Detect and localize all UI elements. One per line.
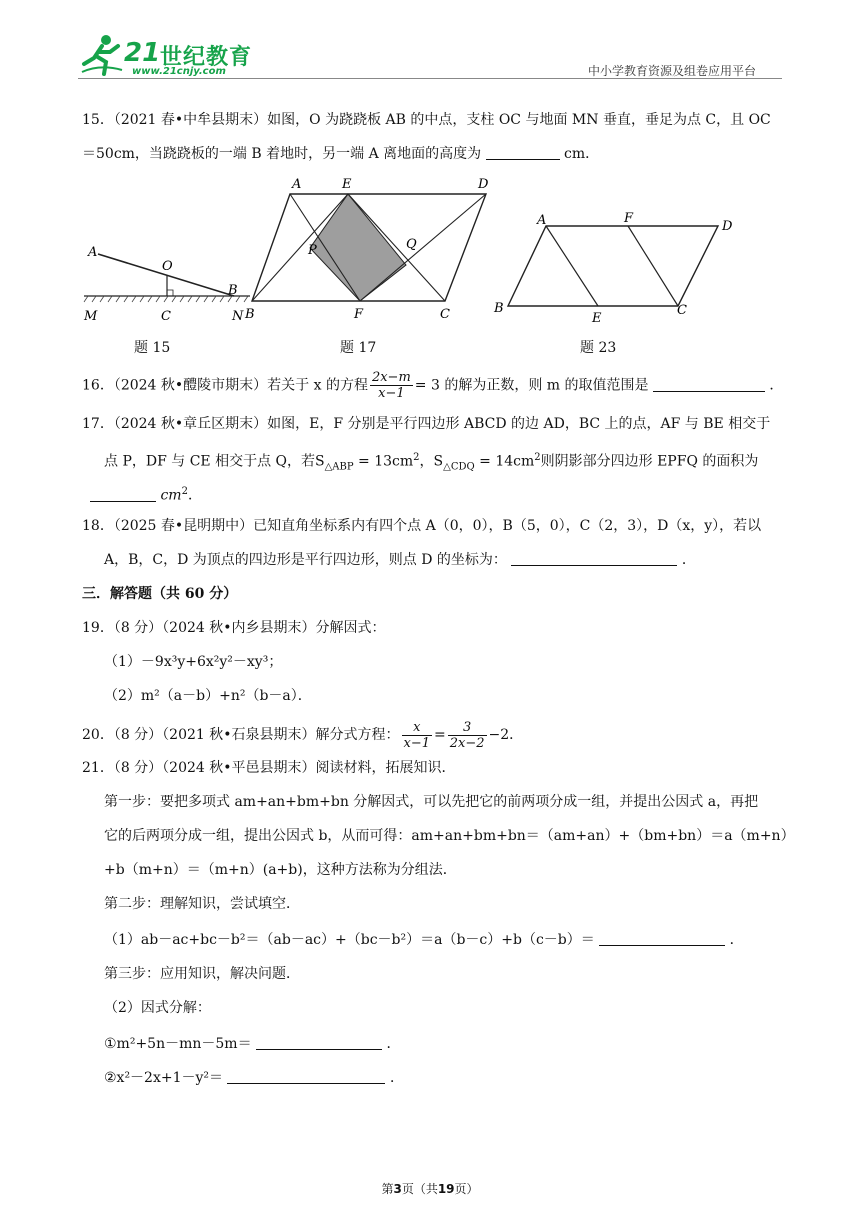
fig17-label-e: E [342, 177, 352, 192]
q20-fraction-right: $\frac{3}{2x-2}$ [449, 719, 485, 751]
q16-answer-blank[interactable] [653, 377, 765, 392]
q21-case2: ②x²－2x+1－y²＝ ． [104, 1070, 404, 1086]
logo-number: 21 [124, 38, 161, 68]
fig17-caption: 题 17 [340, 340, 377, 356]
q19-part2: （2）m²（a－b）+n²（b－a）． [104, 688, 312, 704]
q18-answer-blank[interactable] [511, 551, 677, 566]
fig15-label-a: A [88, 245, 98, 260]
logo-url: www.21cnjy.com [132, 66, 226, 77]
q21-step1-line3: +b（m+n）＝（m+n）(a+b)，这种方法称为分组法． [104, 862, 457, 878]
fig15-label-b: B [228, 283, 238, 298]
fig17-label-q: Q [406, 237, 417, 252]
q19-title: 19．（8 分）（2024 秋•内乡县期末）分解因式： [82, 620, 386, 636]
fig23-label-c: C [677, 303, 687, 318]
q16-fraction: $\frac{2x-m}{x-1}$ [371, 370, 411, 401]
fig17-label-d: D [478, 177, 489, 192]
q19-part1: （1）－9x³y+6x²y²－xy³； [104, 654, 283, 670]
q21-step1-line1: 第一步：要把多项式 am+an+bm+bn 分解因式，可以先把它的前两项分成一组，并提出公因式 a，再把 [104, 794, 759, 810]
q21-step1-line2: 它的后两项分成一组，提出公因式 b，从而可得：am+an+bm+bn＝（am+an）+（bm+bn）＝a（m+n） [104, 828, 795, 844]
figure-23 [488, 206, 744, 324]
q21-part1: （1）ab－ac+bc－b²＝（ab－ac）+（bc－b²）＝a（b－c）+b（c－b）＝ ． [104, 932, 744, 948]
header-divider [78, 78, 782, 79]
figure-15 [82, 238, 252, 326]
q21-case2-answer-blank[interactable] [227, 1069, 385, 1084]
fig15-label-m: M [84, 309, 98, 324]
q21-part1-answer-blank[interactable] [599, 931, 725, 946]
fig15-caption: 题 15 [134, 340, 171, 356]
q17-line2: 点 P，DF 与 CE 相交于点 Q，若$S_{\triangle ABP} = 13cm^2$，$S_{\triangle CDQ} = 14cm^2$则阴影部分四边形 EPFQ 的面积为 [104, 452, 759, 473]
page-footer: 第3页（共19页） [381, 1182, 479, 1196]
fig23-label-b: B [494, 301, 504, 316]
fig17-label-a: A [292, 177, 302, 192]
fig17-label-p: P [308, 243, 317, 258]
fig23-label-d: D [722, 219, 733, 234]
platform-name: 中小学教育资源及组卷应用平台 [588, 64, 757, 78]
fig17-label-f: F [354, 307, 364, 322]
q21-step3: 第三步：应用知识，解决问题． [104, 966, 300, 982]
q21-case1: ①m²+5n－mn－5m＝ ． [104, 1036, 401, 1052]
current-page: 3 [393, 1182, 402, 1196]
q15-line1: 15．（2021 春•中牟县期末）如图，O 为跷跷板 AB 的中点，支柱 OC 与地面 MN 垂直，垂足为点 C，且 OC [82, 112, 771, 128]
q18-line1: 18．（2025 春•昆明期中）已知直角坐标系内有四个点 A（0，0），B（5，0），C（2，3），D（x，y），若以 [82, 518, 762, 534]
fig23-caption: 题 23 [580, 340, 617, 356]
q17-line1: 17．（2024 秋•章丘区期末）如图，E，F 分别是平行四边形 ABCD 的边 AD，BC 上的点，AF 与 BE 相交于 [82, 416, 771, 432]
q18-line2: A，B，C，D 为顶点的四边形是平行四边形，则点 D 的坐标为： ． [104, 552, 696, 568]
q15-line2: ＝50cm，当跷跷板的一端 B 着地时，另一端 A 离地面的高度为 cm． [82, 146, 600, 162]
fig17-label-b: B [245, 307, 255, 322]
q20-fraction-left: $\frac{x}{x-1}$ [403, 719, 431, 751]
fig23-label-f: F [624, 211, 634, 226]
fig23-label-a: A [537, 213, 547, 228]
q17-answer-blank[interactable] [90, 487, 156, 502]
q20-line: 20．（8 分）（2021 秋•石泉县期末）解分式方程： $\frac{x}{x-1}$ = $\frac{3}{2x-2}$ −2． [82, 719, 524, 751]
fig15-label-c: C [161, 309, 171, 324]
section-3-title: 三．解答题（共 60 分） [82, 586, 238, 602]
q17-line3: $cm^2$． [90, 482, 202, 506]
q21-part2: （2）因式分解： [104, 1000, 211, 1016]
q21-step2: 第二步：理解知识，尝试填空． [104, 896, 300, 912]
figure-17 [240, 172, 498, 324]
fig17-label-c: C [440, 307, 450, 322]
total-pages: 19 [437, 1182, 455, 1196]
runner-logo-icon [80, 34, 124, 76]
q21-title: 21．（8 分）（2024 秋•平邑县期末）阅读材料，拓展知识． [82, 760, 456, 776]
fig15-label-n: N [232, 309, 244, 324]
q16-line: 16．（2024 秋•醴陵市期末）若关于 x 的方程 $\frac{2x-m}{x-1}$ = 3 的解为正数，则 m 的取值范围是 ． [82, 370, 784, 401]
q21-case1-answer-blank[interactable] [256, 1035, 382, 1050]
fig23-label-e: E [592, 311, 602, 324]
q15-answer-blank[interactable] [486, 145, 560, 160]
logo-text: 世纪教育 [160, 45, 253, 70]
fig15-label-o: O [162, 259, 173, 274]
